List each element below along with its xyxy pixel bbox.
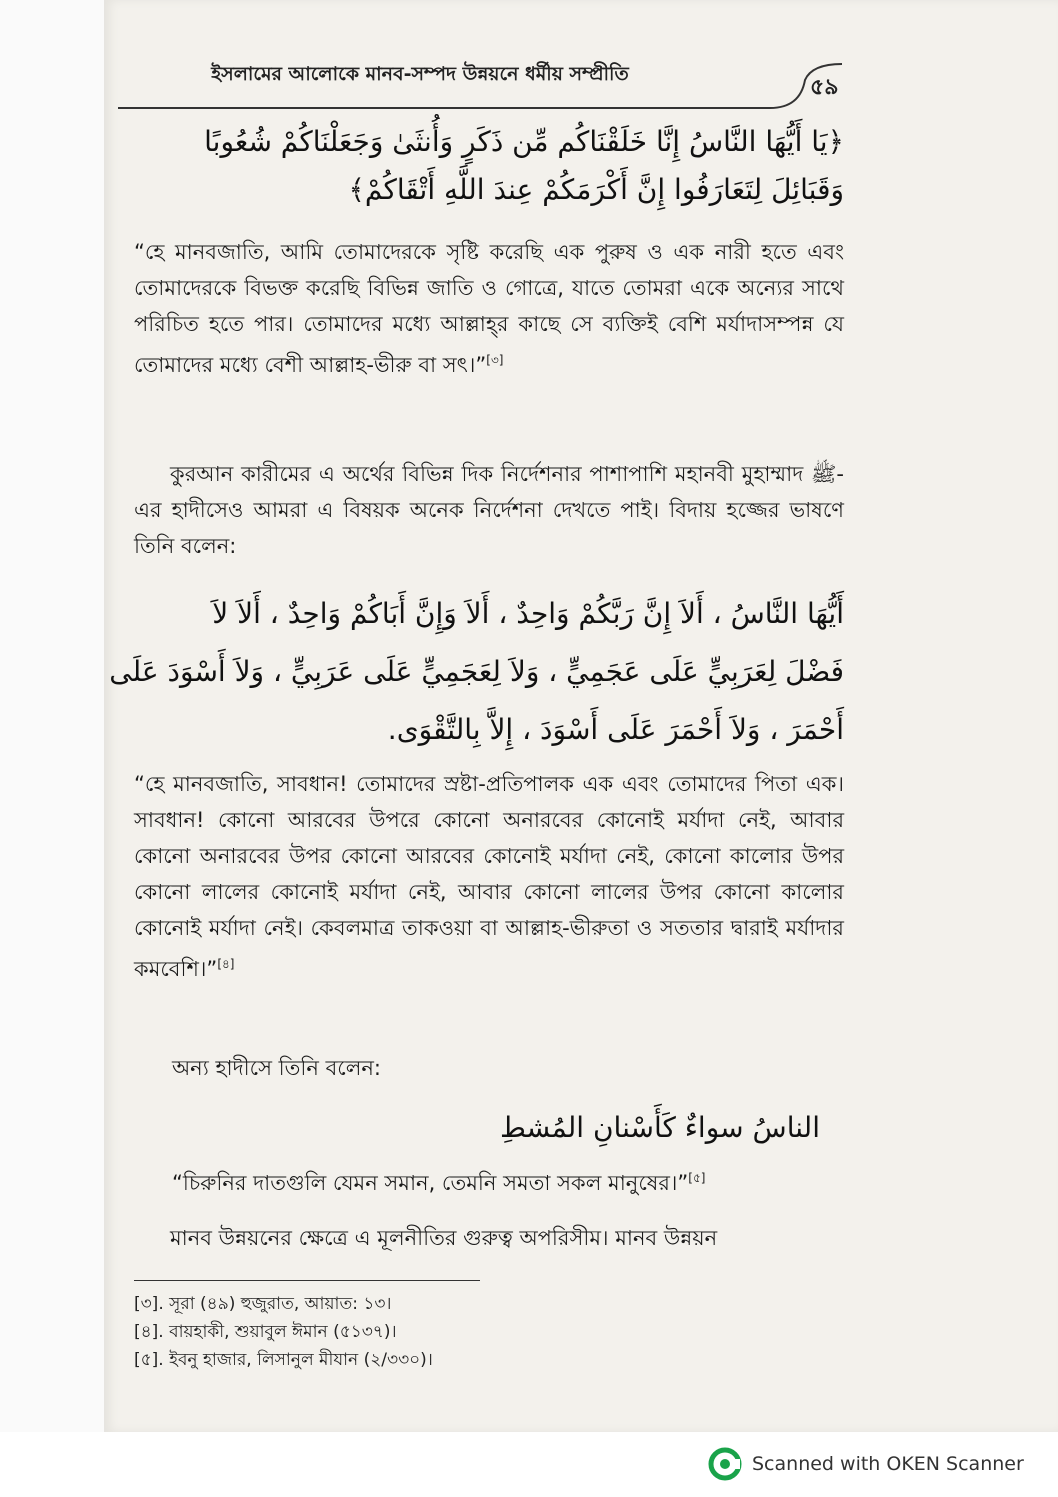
intro-paragraph: কুরআন কারীমের এ অর্থের বিভিন্ন দিক নির্দেশনার পাশাপাশি মহানবী মুহাম্মাদ ﷺ-এর হাদীসেও আমরা এ বিষয়ক অনেক নির্দেশনা দেখতে পাই। বিদায় হজ্জের ভাষণে তিনি বলেন: bbox=[134, 462, 844, 558]
hadith1-translation bbox=[134, 766, 844, 987]
scan-margin bbox=[0, 0, 104, 1432]
hadith1-arabic-line-3: أَحْمَرَ ، وَلاَ أَحْمَرَ عَلَى أَسْوَدَ ، إِلاَّ بِالتَّقْوَى. bbox=[387, 713, 844, 746]
quran-translation bbox=[134, 234, 844, 383]
hadith1-arabic-line-2: فَضْلَ لِعَرَبِيٍّ عَلَى عَجَمِيٍّ ، وَلاَ لِعَجَمِيٍّ عَلَى عَرَبِيٍّ ، وَلاَ أَسْوَدَ عَلَى bbox=[109, 655, 844, 688]
footnote-ref-5: [৫] bbox=[688, 1171, 706, 1185]
footnotes bbox=[134, 1290, 834, 1374]
closing-paragraph: মানব উন্নয়নের ক্ষেত্রে এ মূলনীতির গুরুত্ব অপরিসীম। মানব উন্নয়ন bbox=[170, 1226, 718, 1250]
quran-translation-text: “হে মানবজাতি, আমি তোমাদেরকে সৃষ্টি করেছি এক পুরুষ ও এক নারী হতে এবং তোমাদেরকে বিভক্ত করেছি বিভিন্ন জাতি ও গোত্রে, যাতে তোমরা একে অন্যের সাথে পরিচিত হতে পার। তোমাদের মধ্যে আল্লাহ্‌র কাছে সে ব্যক্তিই বেশি মর্যাদাসম্পন্ন যে তোমাদের মধ্যে বেশী আল্লাহ-ভীরু বা সৎ।” bbox=[134, 240, 844, 377]
oken-scanner-logo-icon bbox=[708, 1447, 742, 1481]
footnote-ref-3: [৩] bbox=[486, 353, 504, 367]
footnote-5: [৫]. ইবনু হাজার, লিসানুল মীযান (২/৩৩০)। bbox=[134, 1350, 433, 1370]
footnote-ref-4: [৪] bbox=[217, 957, 235, 971]
other-hadith-intro: অন্য হাদীসে তিনি বলেন: bbox=[172, 1056, 382, 1080]
page-number: ৫৯ bbox=[810, 75, 839, 100]
footnote-3: [৩]. সূরা (৪৯) হুজুরাত, আয়াত: ১৩। bbox=[134, 1294, 392, 1314]
hadith2-translation bbox=[172, 1160, 852, 1201]
quran-verse-line-1: ﴿يَا أَيُّهَا النَّاسُ إِنَّا خَلَقْنَاكُم مِّن ذَكَرٍ وَأُنثَىٰ وَجَعَلْنَاكُمْ شُعُوبًا bbox=[204, 125, 844, 158]
hadith1-translation-text: “হে মানবজাতি, সাবধান! তোমাদের স্রষ্টা-প্রতিপালক এক এবং তোমাদের পিতা এক। সাবধান! কোনো আরবের উপরে কোনো অনারবের কোনোই মর্যাদা নেই, আবার কোনো অনারবের উপর কোনো আরবের কোনোই মর্যাদা নেই, কোনো কালোর উপর কোনো লালের কোনোই মর্যাদা নেই, আবার কোনো লালের উপর কোনো কালোর কোনোই মর্যাদা নেই। কেবলমাত্র তাকওয়া বা আল্লাহ-ভীরুতা ও সততার দ্বারাই মর্যাদার কমবেশি।” bbox=[134, 772, 844, 981]
scanner-watermark-text: Scanned with OKEN Scanner bbox=[752, 1453, 1024, 1475]
scanner-watermark bbox=[708, 1444, 1024, 1484]
footnote-separator bbox=[134, 1280, 480, 1281]
hadith2-arabic: الناسُ سواءٌ كَأَسْنانِ المُشطِ bbox=[500, 1111, 820, 1144]
running-title: ইসলামের আলোকে মানব-সম্পদ উন্নয়নে ধর্মীয় সম্প্রীতি bbox=[211, 63, 629, 85]
hadith2-translation-text: “চিরুনির দাতগুলি যেমন সমান, তেমনি সমতা সকল মানুষের।” bbox=[172, 1171, 689, 1195]
quran-verse-line-2: وَقَبَائِلَ لِتَعَارَفُوا إِنَّ أَكْرَمَكُمْ عِندَ اللَّهِ أَتْقَاكُمْ﴾ bbox=[348, 173, 844, 206]
footnote-4: [৪]. বায়হাকী, শুয়াবুল ঈমান (৫১৩৭)। bbox=[134, 1322, 397, 1342]
hadith1-arabic-line-1: أَيُّهَا النَّاسُ ، أَلاَ إِنَّ رَبَّكُمْ وَاحِدٌ ، أَلاَ وَإِنَّ أَبَاكُمْ وَاحِدٌ ، أَلاَ لاَ bbox=[212, 597, 844, 630]
